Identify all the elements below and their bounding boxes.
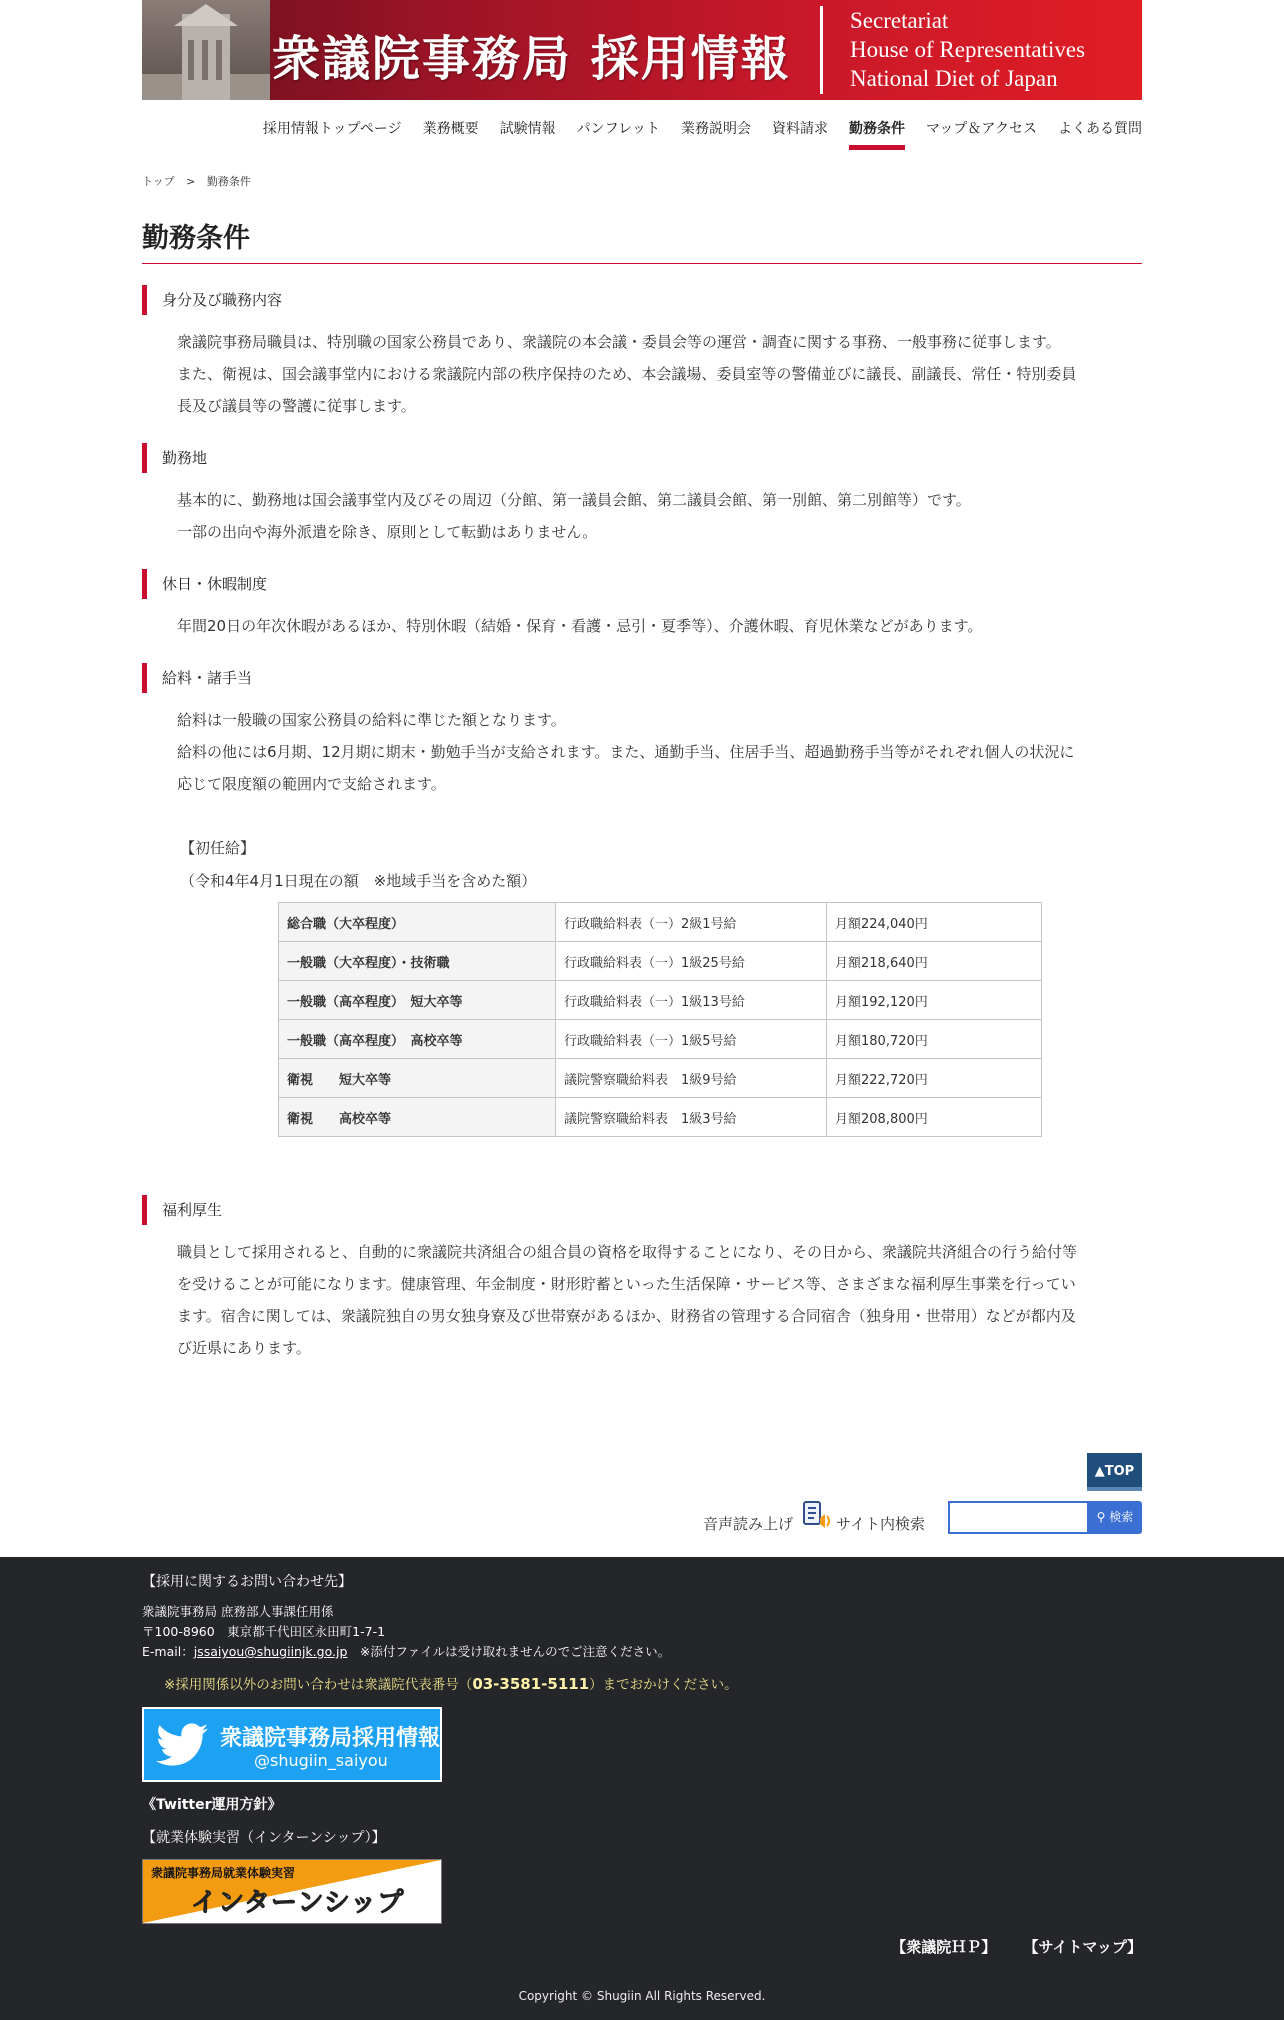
sitemap-link[interactable]: 【サイトマップ】 — [1023, 1938, 1142, 1956]
breadcrumb-separator: > — [186, 175, 196, 188]
table-cell-grade: 行政職給料表（一）1級13号給 — [556, 981, 827, 1020]
table-cell-position: 一般職（高卒程度） 短大卒等 — [279, 981, 556, 1020]
site-title-en: Secretariat House of Representatives National Diet of Japan — [850, 8, 1086, 91]
table-cell-grade: 議院警察職給料表 1級3号給 — [556, 1098, 827, 1137]
nav-item-faq[interactable]: よくある質問 — [1058, 121, 1142, 137]
table-row — [279, 981, 1042, 1020]
table-row — [279, 942, 1042, 981]
table-cell-grade: 行政職給料表（一）1級25号給 — [556, 942, 827, 981]
voice-read-link[interactable]: 音声読み上げ — [703, 1515, 794, 1533]
nav-item-exam[interactable]: 試験情報 — [499, 121, 556, 137]
starting-pay-label: 【初任給】 — [180, 839, 256, 857]
section-heading-holidays: 休日・休暇制度 — [142, 569, 1142, 599]
back-to-top-button[interactable]: ▲TOP — [1087, 1453, 1142, 1491]
table-cell-grade: 行政職給料表（一）2級1号給 — [556, 903, 827, 942]
nav-item-conditions[interactable]: 勤務条件 — [849, 118, 905, 150]
starting-pay-table — [278, 902, 1042, 1137]
table-cell-grade: 議院警察職給料表 1級9号給 — [556, 1059, 827, 1098]
table-cell-amount: 月額222,720円 — [827, 1059, 1042, 1098]
nav-item-overview[interactable]: 業務概要 — [422, 121, 479, 137]
shugiin-hp-link[interactable]: 【衆議院ＨＰ】 — [891, 1938, 997, 1956]
table-cell-amount: 月額224,040円 — [827, 903, 1042, 942]
utility-bar — [142, 1500, 1142, 1536]
contact-address: 衆議院事務局 庶務部人事課任用係 〒100-8960 東京都千代田区永田町1-7-1 E-mail：jssaiyou@shugiinjk.go.jp ※添付ファイルは受け取れませんのでご注意ください。 — [142, 1604, 671, 1659]
header-banner[interactable] — [142, 0, 1142, 100]
starting-pay-note: （令和4年4月1日現在の額 ※地域手当を含めた額） — [180, 872, 537, 890]
section-heading-welfare: 福利厚生 — [142, 1195, 1142, 1225]
table-row — [279, 903, 1042, 942]
table-row — [279, 1098, 1042, 1137]
twitter-handle: @shugiin_saiyou — [254, 1751, 388, 1770]
twitter-title: 衆議院事務局採用情報 — [220, 1726, 441, 1751]
section-body-duties: 衆議院事務局職員は、特別職の国家公務員であり、衆議院の本会議・委員会等の運営・調査に関する事務、一般事務に従事します。 また、衛視は、国会議事堂内における衆議院内部の秩序保持のため、本会議場、委員室等の警備並びに議長、副議長、常任・特別委員 長及び議員等の警護に従事します。 — [177, 333, 1077, 415]
search-icon: ⚲ — [1096, 1510, 1106, 1524]
section-heading-location: 勤務地 — [142, 443, 1142, 473]
table-cell-position: 一般職（大卒程度）・技術職 — [279, 942, 556, 981]
contact-heading: 【採用に関するお問い合わせ先】 — [142, 1574, 352, 1590]
table-cell-amount: 月額218,640円 — [827, 942, 1042, 981]
banner-divider — [820, 6, 823, 94]
copyright: Copyright © Shugiin All Rights Reserved. — [518, 1989, 766, 2003]
twitter-banner[interactable] — [142, 1707, 442, 1782]
twitter-bird-icon — [156, 1723, 208, 1767]
twitter-policy-link[interactable]: 《Twitter運用方針》 — [142, 1797, 282, 1813]
table-cell-amount: 月額192,120円 — [827, 981, 1042, 1020]
table-cell-grade: 行政職給料表（一）1級5号給 — [556, 1020, 827, 1059]
title-divider — [142, 263, 1142, 264]
internship-banner[interactable]: 衆議院事務局就業体験実習 インターンシップ — [142, 1859, 442, 1924]
main-nav — [142, 100, 1142, 150]
table-cell-position: 衛視 短大卒等 — [279, 1059, 556, 1098]
section-body-welfare: 職員として採用されると、自動的に衆議院共済組合の組合員の資格を取得することになり、その日から、衆議院共済組合の行う給付等 を受けることが可能になります。健康管理、年金制度・財形貯蓄といった生活保障・サービス等、さまざまな福利厚生事業を行ってい ます。宿舎に関しては、衆議院独自の男女独身寮及び世帯寮があるほか、財務省の管理する合同宿舎（独身用・世帯用）などが都内及 び近県にあります。 — [177, 1243, 1078, 1357]
breadcrumb-home[interactable]: トップ — [142, 175, 175, 188]
section-body-location: 基本的に、勤務地は国会議事堂内及びその周辺（分館、第一議員会館、第二議員会館、第一別館、第二別館等）です。 一部の出向や海外派遣を除き、原則として転勤はありません。 — [177, 491, 971, 541]
table-cell-amount: 月額180,720円 — [827, 1020, 1042, 1059]
page-title: 勤務条件 — [142, 223, 250, 254]
breadcrumb — [142, 173, 1142, 189]
section-heading-salary: 給料・諸手当 — [142, 663, 1142, 693]
table-cell-amount: 月額208,800円 — [827, 1098, 1042, 1137]
phone-notice: ※採用関係以外のお問い合わせは衆議院代表番号（03-3581-5111）までおかけください。 — [164, 1675, 738, 1693]
breadcrumb-current: 勤務条件 — [206, 175, 251, 188]
footer — [0, 1557, 1284, 2020]
table-cell-position: 総合職（大卒程度） — [279, 903, 556, 942]
nav-item-top[interactable]: 採用情報トップページ — [262, 121, 402, 137]
table-cell-position: 衛視 高校卒等 — [279, 1098, 556, 1137]
section-heading-duties: 身分及び職務内容 — [142, 285, 1142, 315]
diet-building-image — [142, 0, 270, 100]
email-link[interactable]: jssaiyou@shugiinjk.go.jp — [193, 1644, 348, 1659]
site-search-label: サイト内検索 — [836, 1515, 925, 1533]
nav-item-request[interactable]: 資料請求 — [771, 121, 828, 137]
section-body-holidays: 年間20日の年次休暇があるほか、特別休暇（結婚・保育・看護・忌引・夏季等）、介護休暇、育児休業などがあります。 — [177, 617, 983, 635]
footer-links — [869, 1936, 1142, 1957]
nav-item-briefing[interactable]: 業務説明会 — [680, 121, 751, 137]
site-title: 衆議院事務局 採用情報 — [272, 31, 791, 87]
nav-item-access[interactable]: マップ＆アクセス — [925, 121, 1037, 137]
speaker-icon[interactable] — [802, 1500, 834, 1532]
internship-heading: 【就業体験実習（インターンシップ）】 — [142, 1830, 386, 1846]
table-row — [279, 1020, 1042, 1059]
section-body-salary: 給料は一般職の国家公務員の給料に準じた額となります。 給料の他には6月期、12月期に期末・勤勉手当が支給されます。また、通勤手当、住居手当、超過勤務手当等がそれぞれ個人の状況に 応じて限度額の範囲内で支給されます。 — [177, 711, 1075, 793]
table-cell-position: 一般職（高卒程度） 高校卒等 — [279, 1020, 556, 1059]
table-row — [279, 1059, 1042, 1098]
search-button[interactable]: ⚲ 検索 — [1088, 1501, 1142, 1534]
site-search-input[interactable] — [948, 1501, 1089, 1534]
nav-item-pamphlet[interactable]: パンフレット — [576, 121, 660, 137]
